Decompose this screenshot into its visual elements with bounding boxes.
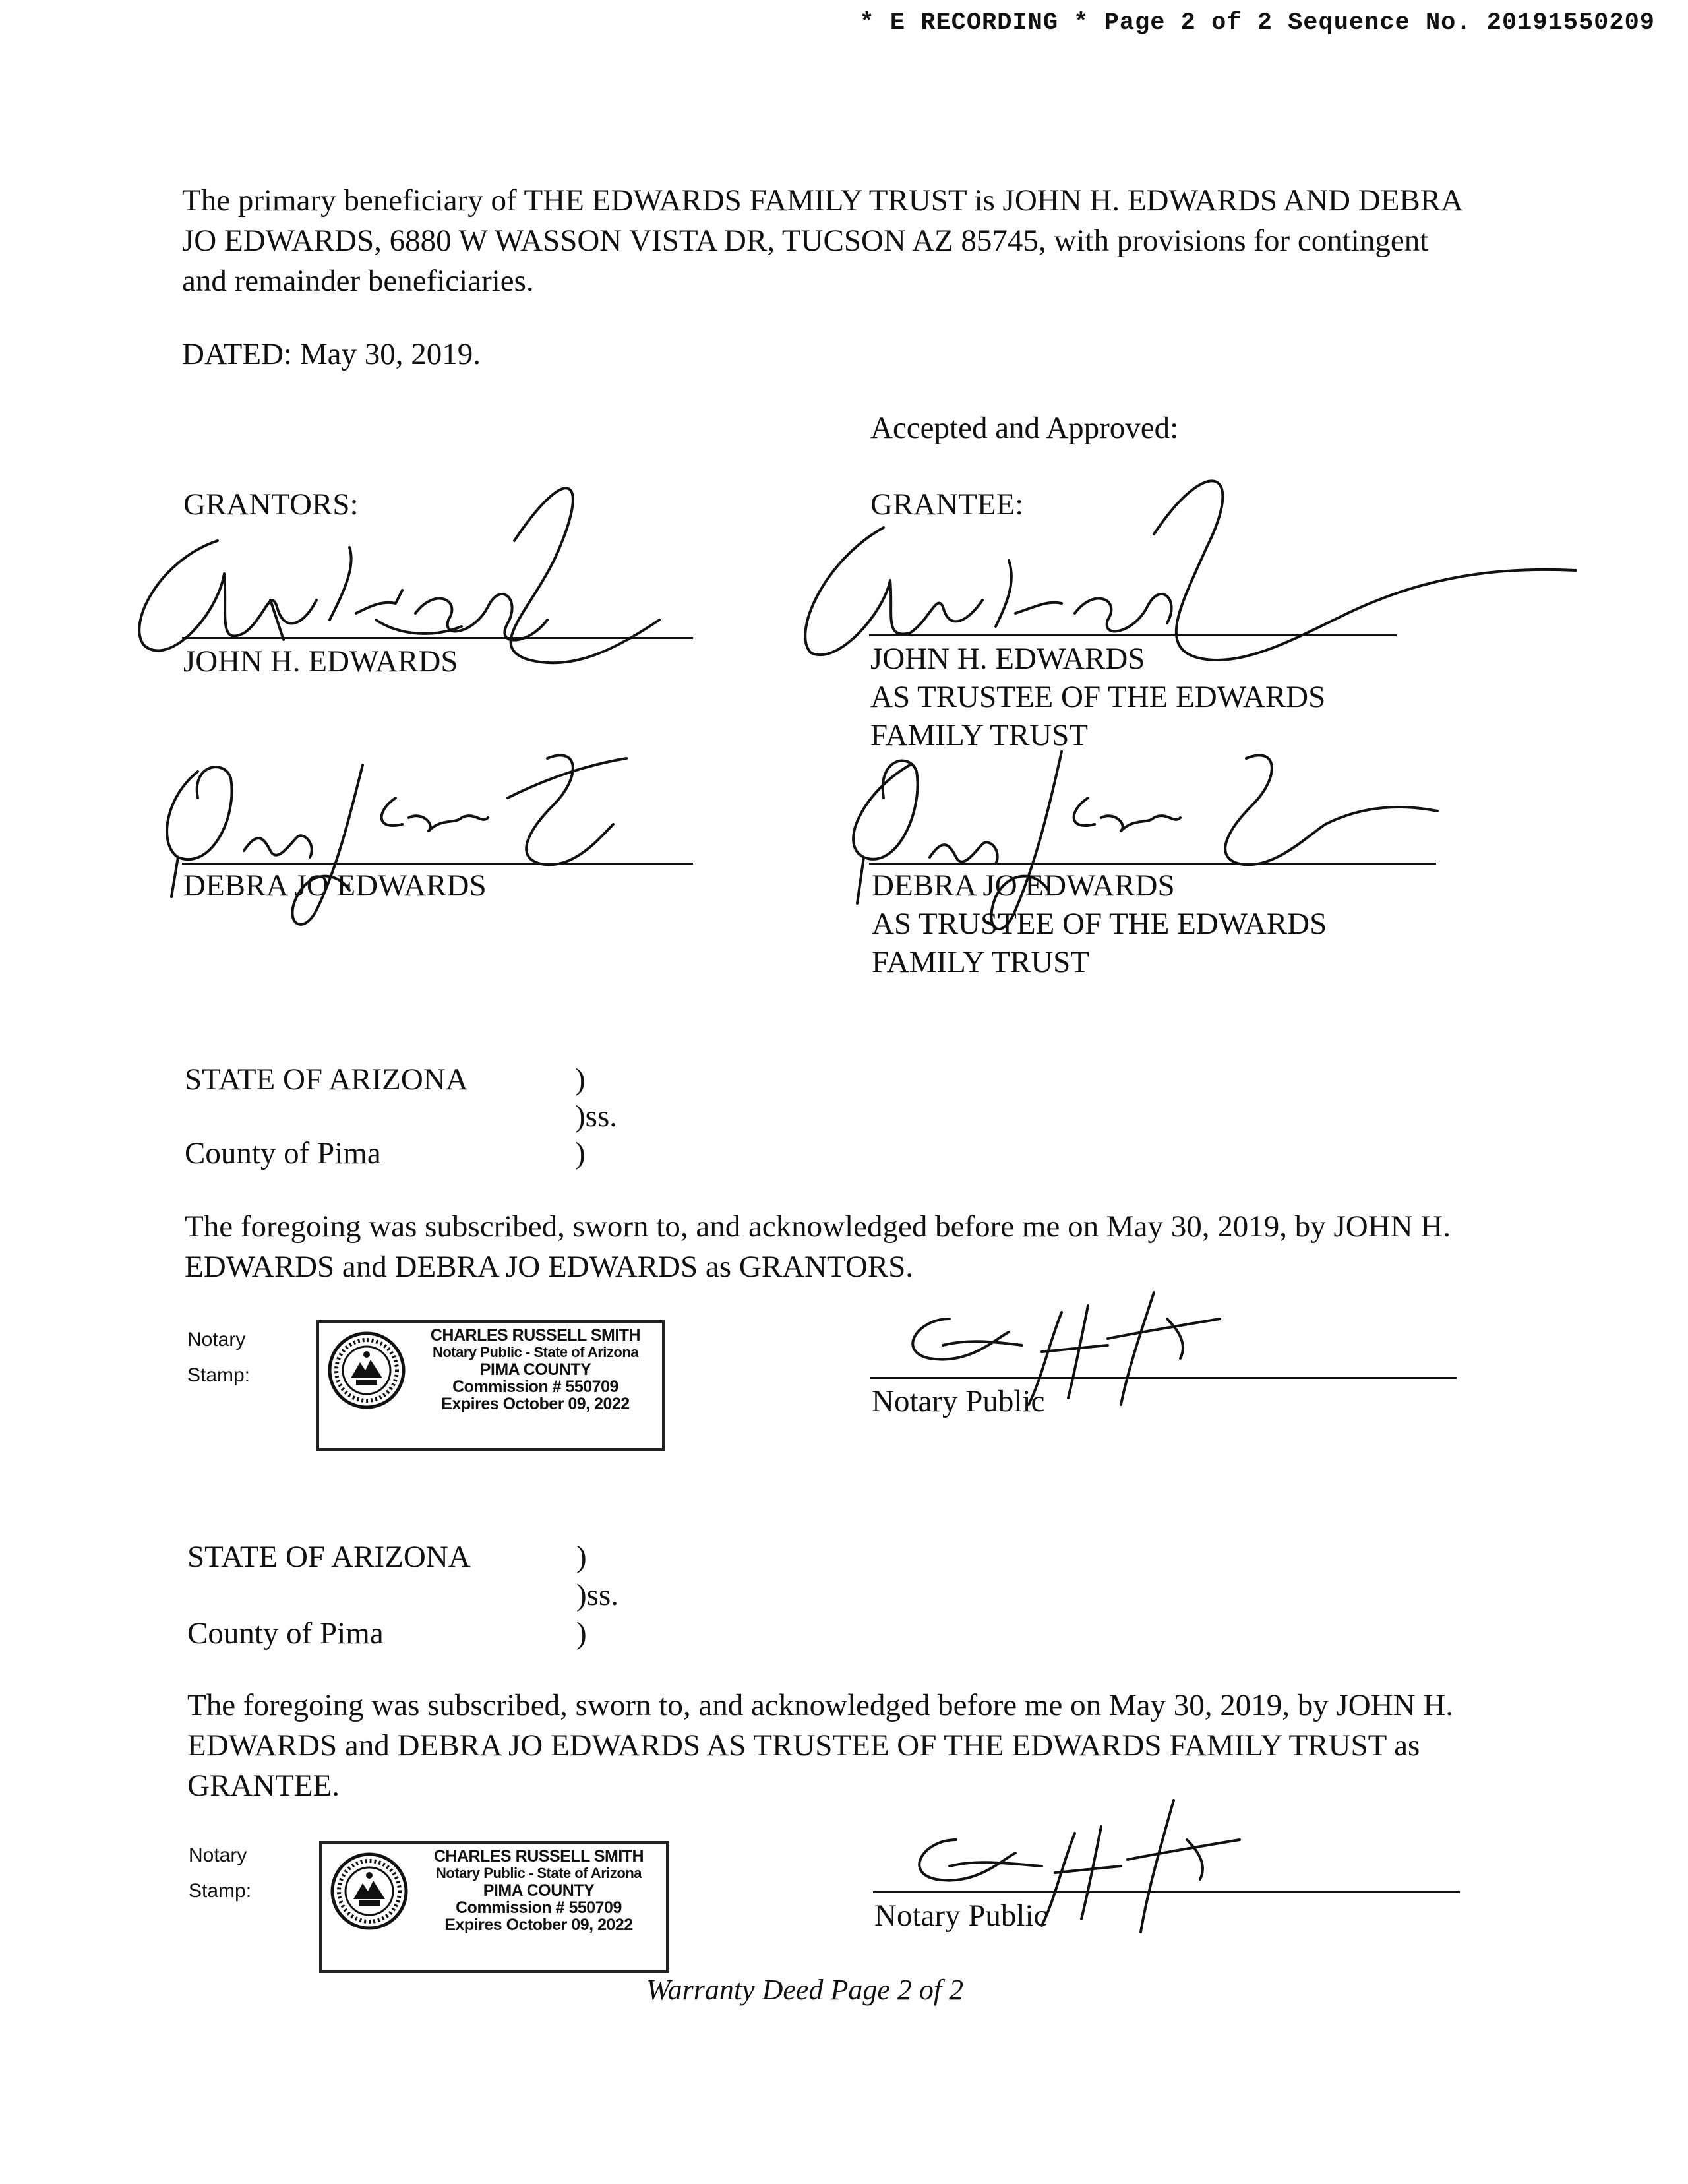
grantee1-name: JOHN H. EDWARDS xyxy=(870,642,1145,676)
grantee1-signature-line xyxy=(869,634,1397,636)
state-seal-icon xyxy=(327,1331,406,1410)
notary2-signature-label: Notary Public xyxy=(874,1898,1048,1933)
dated-line: DATED: May 30, 2019. xyxy=(182,337,481,371)
signature-debra-grantor xyxy=(152,739,626,950)
acknowledgment-grantee: The foregoing was subscribed, sworn to, and acknowledged before me on May 30, 2019, by JOHN H. EDWARDS and DEBRA JO EDWARDS AS TRUSTEE OF THE EDWARDS FAMILY TRUST as GRANTEE. xyxy=(187,1688,1454,1803)
notary1-label1: Notary xyxy=(187,1329,246,1350)
notary1-label2: Stamp: xyxy=(187,1364,251,1386)
venue1-paren1: ) xyxy=(575,1062,586,1097)
grantor1-name: JOHN H. EDWARDS xyxy=(183,644,458,679)
venue1-ss: )ss. xyxy=(575,1099,617,1134)
acknowledgment-grantors: The foregoing was subscribed, sworn to, and acknowledged before me on May 30, 2019, by JOHN H. EDWARDS and DEBRA JO EDWARDS as GRANTORS. xyxy=(185,1209,1451,1284)
venue2-county: County of Pima xyxy=(187,1616,384,1651)
notary1-stamp-expires: Expires October 09, 2022 xyxy=(441,1395,630,1413)
grantee1-title-line1: AS TRUSTEE OF THE EDWARDS xyxy=(870,680,1326,714)
venue1-state: STATE OF ARIZONA xyxy=(185,1062,468,1097)
grantee2-title-line2: FAMILY TRUST xyxy=(872,945,1089,979)
page-footer: Warranty Deed Page 2 of 2 xyxy=(646,1974,964,2006)
notary2-stamp-commission: Commission # 550709 xyxy=(456,1898,622,1917)
venue2-paren1: ) xyxy=(576,1540,587,1574)
accepted-approved: Accepted and Approved: xyxy=(870,411,1179,445)
notary1-stamp xyxy=(316,1320,665,1451)
notary1-signature-line xyxy=(870,1377,1457,1379)
notary2-stamp xyxy=(319,1841,669,1973)
grantor2-signature-line xyxy=(182,863,693,864)
grantee2-name: DEBRA JO EDWARDS xyxy=(872,868,1175,903)
notary1-stamp-name: CHARLES RUSSELL SMITH xyxy=(430,1326,641,1345)
venue2-ss: )ss. xyxy=(576,1578,618,1612)
venue1-county: County of Pima xyxy=(185,1136,381,1170)
notary2-label2: Stamp: xyxy=(189,1880,252,1902)
grantor2-name: DEBRA JO EDWARDS xyxy=(183,868,487,903)
notary1-signature-label: Notary Public xyxy=(872,1384,1045,1418)
grantee-heading: GRANTEE: xyxy=(870,487,1024,522)
notary2-stamp-county: PIMA COUNTY xyxy=(483,1881,595,1900)
grantee2-signature-line xyxy=(869,863,1436,864)
venue2-state: STATE OF ARIZONA xyxy=(187,1540,471,1574)
beneficiary-paragraph: The primary beneficiary of THE EDWARDS FAMILY TRUST is JOHN H. EDWARDS AND DEBRA JO EDWARDS, 6880 W WASSON VISTA DR, TUCSON AZ 85745, with provisions for contingent and remainder beneficiaries. xyxy=(182,183,1462,298)
grantee2-title-line1: AS TRUSTEE OF THE EDWARDS xyxy=(872,907,1327,941)
notary2-signature-line xyxy=(873,1891,1460,1893)
grantee1-title-line2: FAMILY TRUST xyxy=(870,718,1088,752)
state-seal-icon xyxy=(330,1852,409,1931)
grantor1-signature-line xyxy=(182,637,693,639)
venue1-paren2: ) xyxy=(575,1136,586,1170)
notary1-stamp-commission: Commission # 550709 xyxy=(452,1378,618,1396)
notary1-stamp-title: Notary Public - State of Arizona xyxy=(432,1344,638,1360)
grantors-heading: GRANTORS: xyxy=(183,487,359,522)
notary2-stamp-name: CHARLES RUSSELL SMITH xyxy=(433,1847,644,1866)
notary2-label1: Notary xyxy=(189,1844,247,1866)
notary2-stamp-expires: Expires October 09, 2022 xyxy=(444,1916,633,1934)
recording-header: * E RECORDING * Page 2 of 2 Sequence No. 20191550209 xyxy=(859,9,1655,37)
notary2-stamp-title: Notary Public - State of Arizona xyxy=(435,1865,642,1881)
notary1-stamp-county: PIMA COUNTY xyxy=(479,1360,591,1379)
venue2-paren2: ) xyxy=(576,1616,587,1651)
